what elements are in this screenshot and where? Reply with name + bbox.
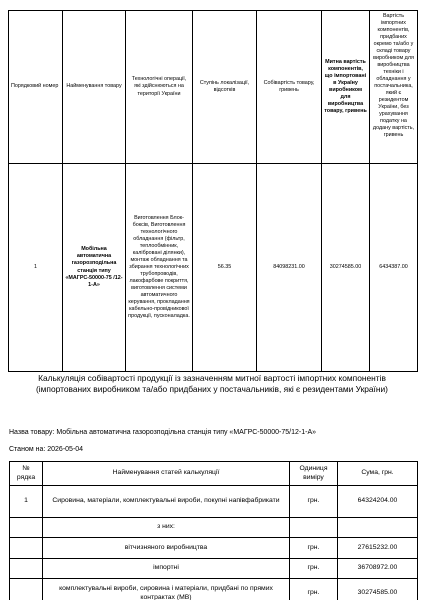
header-cell: Митна вартість компонентів, що імпортовані в Україну виробником для виробництва товару, гривень xyxy=(322,11,370,164)
table-header-row xyxy=(9,11,418,164)
table-row xyxy=(10,518,418,538)
table-row xyxy=(10,538,418,559)
date-value: 2026-05-04 xyxy=(47,446,84,453)
row-unit: грн. xyxy=(290,486,338,518)
calculation-table xyxy=(9,461,418,600)
localization-cell: 56.35 xyxy=(193,164,257,372)
row-number xyxy=(10,559,43,579)
header-cell: Одиниця виміру xyxy=(290,462,338,486)
row-number: 1 xyxy=(10,486,43,518)
import-value-cell: 6434387.00 xyxy=(370,164,418,372)
row-sum: 27615232.00 xyxy=(338,538,418,559)
row-name: комплектувальні вироби, сировина і матеріали, придбані по прямих контрактах (МВ) xyxy=(43,579,290,600)
cost-cell: 84098231.00 xyxy=(257,164,322,372)
row-name: з них: xyxy=(43,518,290,538)
row-unit: грн. xyxy=(290,538,338,559)
header-cell: Порядковий номер xyxy=(9,11,63,164)
table-row xyxy=(10,559,418,579)
row-number: 1 xyxy=(9,164,63,372)
date-line xyxy=(9,445,83,454)
row-sum: 64324204.00 xyxy=(338,486,418,518)
header-cell: Ступінь локалізації, відсотків xyxy=(193,11,257,164)
row-sum: 30274585.00 xyxy=(338,579,418,600)
row-unit: грн. xyxy=(290,559,338,579)
row-name: імпортні xyxy=(43,559,290,579)
table-row xyxy=(10,486,418,518)
operations-cell: Виготовлення Блок-боксів, Виготовлення технологічного обладнання (фільтр, теплообмінник, калібровані ділянки), монтаж обладнання та збирання технологічних трубопроводів, лакофарбове покриття, виготовлення системи автоматичного керування, прокладання кабельно-провідникової продукції, пусконаладка. xyxy=(126,164,193,372)
table-header-row xyxy=(10,462,418,486)
row-number xyxy=(10,518,43,538)
row-name: вітчизняного виробництва xyxy=(43,538,290,559)
header-cell: Вартість імпортних компонентів, придбаних окремо та/або у складі товару виробником для виробництва техніки і обладнання у постачальника, який є резидентом України, без урахування податку на додану вартість, гривень xyxy=(370,11,418,164)
header-cell: Найменування товару xyxy=(63,11,126,164)
header-cell: № рядка xyxy=(10,462,43,486)
product-line xyxy=(9,428,316,437)
product-name: Мобільна автоматична газорозподільна станція типу «МАГРС-50000-75/12-1-А» xyxy=(56,429,317,436)
row-unit: грн. xyxy=(290,579,338,600)
row-sum: 36708972.00 xyxy=(338,559,418,579)
table-row xyxy=(10,579,418,600)
header-cell: Сума, грн. xyxy=(338,462,418,486)
row-name: Сировина, матеріали, комплектувальні вироби, покупні напівфабрикати xyxy=(43,486,290,518)
header-cell: Технологічні операції, які здійснюються на території України xyxy=(126,11,193,164)
customs-value-cell: 30274585.00 xyxy=(322,164,370,372)
row-number xyxy=(10,538,43,559)
table-row xyxy=(9,164,418,372)
header-cell: Собівартість товару, гривень xyxy=(257,11,322,164)
product-label: Назва товару: xyxy=(9,429,55,436)
product-name-cell: Мобільна автоматична газорозподільна станція типу «МАГРС-50000-75 /12-1-А» xyxy=(63,164,126,372)
header-cell: Найменування статей калькуляції xyxy=(43,462,290,486)
row-unit xyxy=(290,518,338,538)
date-label: Станом на: xyxy=(9,446,46,453)
row-number xyxy=(10,579,43,600)
calculation-title: Калькуляція собівартості продукції із зазначенням митної вартості імпортних компонентів (імпортованих виробником та/або придбаних у постачальників, які є резидентами України) xyxy=(36,373,388,395)
localization-table xyxy=(8,10,418,372)
row-sum xyxy=(338,518,418,538)
